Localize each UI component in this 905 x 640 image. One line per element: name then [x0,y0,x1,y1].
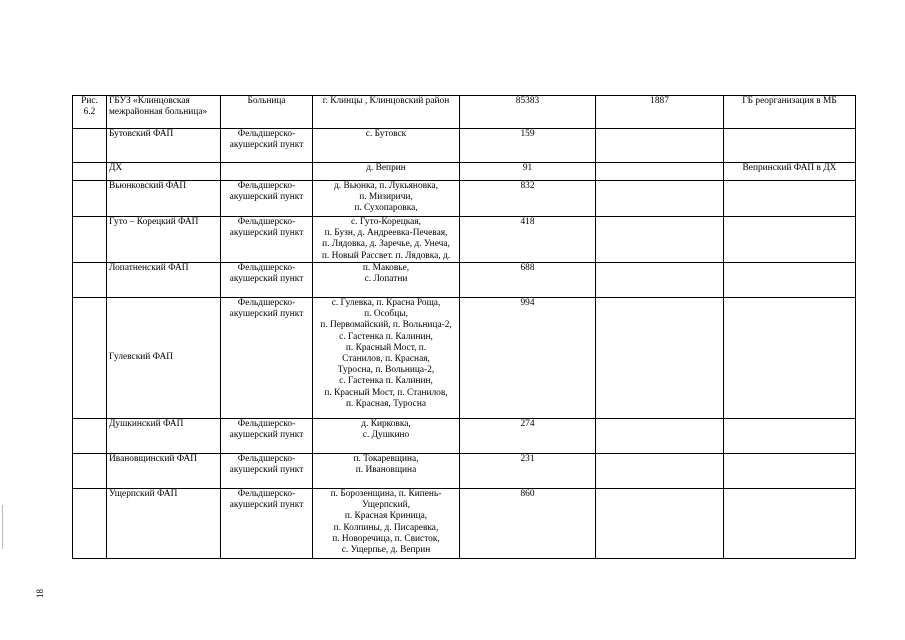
facility-type: Фельдшерско-акушерский пункт [221,419,313,454]
row-number [73,454,107,489]
note [724,454,856,489]
facility-name: Лопатненский ФАП [107,263,221,298]
population: 274 [460,419,596,454]
facility-type [221,163,313,181]
facility-name: Ущерпский ФАП [107,489,221,559]
facility-location: г. Клинцы , Клинцовский район [313,96,460,129]
facility-location: д. Веприн [313,163,460,181]
table-row [73,263,856,298]
table-row [73,454,856,489]
population: 85383 [460,96,596,129]
row-number [73,298,107,419]
row-number [73,489,107,559]
table-row [73,298,856,419]
year [596,217,724,263]
facility-location: с. Гулевка, п. Красна Роща, п. Особцы, п. Первомайский, п. Вольница-2, с. Гастенка п. Калинин, п. Красный Мост, п. Станилов, п. Красная, Туросна, п. Вольница-2, с. Гастенка п. Калинин, п. Красный Мост, п. Станилов, п. Красная, Туросна [313,298,460,419]
facility-type: Фельдшерско-акушерский пункт [221,489,313,559]
row-number [73,419,107,454]
population: 994 [460,298,596,419]
facility-name: Гулевский ФАП [107,298,221,419]
population: 159 [460,129,596,163]
year [596,419,724,454]
facility-type: Фельдшерско-акушерский пункт [221,263,313,298]
row-number [73,263,107,298]
year [596,298,724,419]
registry-table [72,95,856,559]
facility-location: п. Борозенщина, п. Кипень- Ущерпский, п. Красная Криница, п. Колпины, д. Писаревка, п. Новоречица, п. Свисток, с. Ущерпье, д. Веприн [313,489,460,559]
facility-name: Вьюнковский ФАП [107,181,221,217]
facility-type: Фельдшерско-акушерский пункт [221,181,313,217]
note [724,298,856,419]
facility-name: Гуто – Корецкий ФАП [107,217,221,263]
note [724,181,856,217]
note [724,217,856,263]
facility-type: Фельдшерско-акушерский пункт [221,217,313,263]
note: ГБ реорганизация в МБ [724,96,856,129]
year [596,454,724,489]
table-row [73,217,856,263]
facility-name: ГБУЗ «Клинцовская межрайонная больница» [107,96,221,129]
table-row [73,419,856,454]
note [724,489,856,559]
facility-location: п. Маковье, с. Лопатни [313,263,460,298]
page-number: 18 [35,589,45,598]
facility-name: Бутовский ФАП [107,129,221,163]
table-row [73,181,856,217]
facility-name: Душкинский ФАП [107,419,221,454]
population: 231 [460,454,596,489]
note [724,263,856,298]
facility-location: д. Вьюнка, п. Лукьяновка, п. Мизиричи, п. Сухопаровка, [313,181,460,217]
facility-location: д. Кирковка, с. Душкино [313,419,460,454]
note: Вепринский ФАП в ДХ [724,163,856,181]
facility-name: Ивановщинский ФАП [107,454,221,489]
facility-location: с. Бутовск [313,129,460,163]
row-number [73,217,107,263]
note [724,129,856,163]
scan-margin-mark [2,505,3,549]
year [596,129,724,163]
row-number [73,163,107,181]
facility-type: Фельдшерско-акушерский пункт [221,454,313,489]
year [596,163,724,181]
year: 1887 [596,96,724,129]
facility-type: Фельдшерско-акушерский пункт [221,129,313,163]
facility-location: п. Токаревщина, п. Ивановщина [313,454,460,489]
population: 688 [460,263,596,298]
note [724,419,856,454]
facility-location: с. Гуто-Корецкая, п. Бузн, д. Андреевка-Печевая, п. Лядовка, д. Заречье, д. Унеча, п. Новый Рассвет. п. Лядовка, д. [313,217,460,263]
population: 832 [460,181,596,217]
table-row [73,489,856,559]
facility-type: Фельдшерско-акушерский пункт [221,298,313,419]
year [596,263,724,298]
table-row [73,96,856,129]
year [596,181,724,217]
population: 418 [460,217,596,263]
table-row [73,129,856,163]
population: 91 [460,163,596,181]
facility-type: Больница [221,96,313,129]
row-number: Рис. 6.2 [73,96,107,129]
population: 860 [460,489,596,559]
row-number [73,181,107,217]
year [596,489,724,559]
row-number [73,129,107,163]
facility-name: ДХ [107,163,221,181]
table-row [73,163,856,181]
